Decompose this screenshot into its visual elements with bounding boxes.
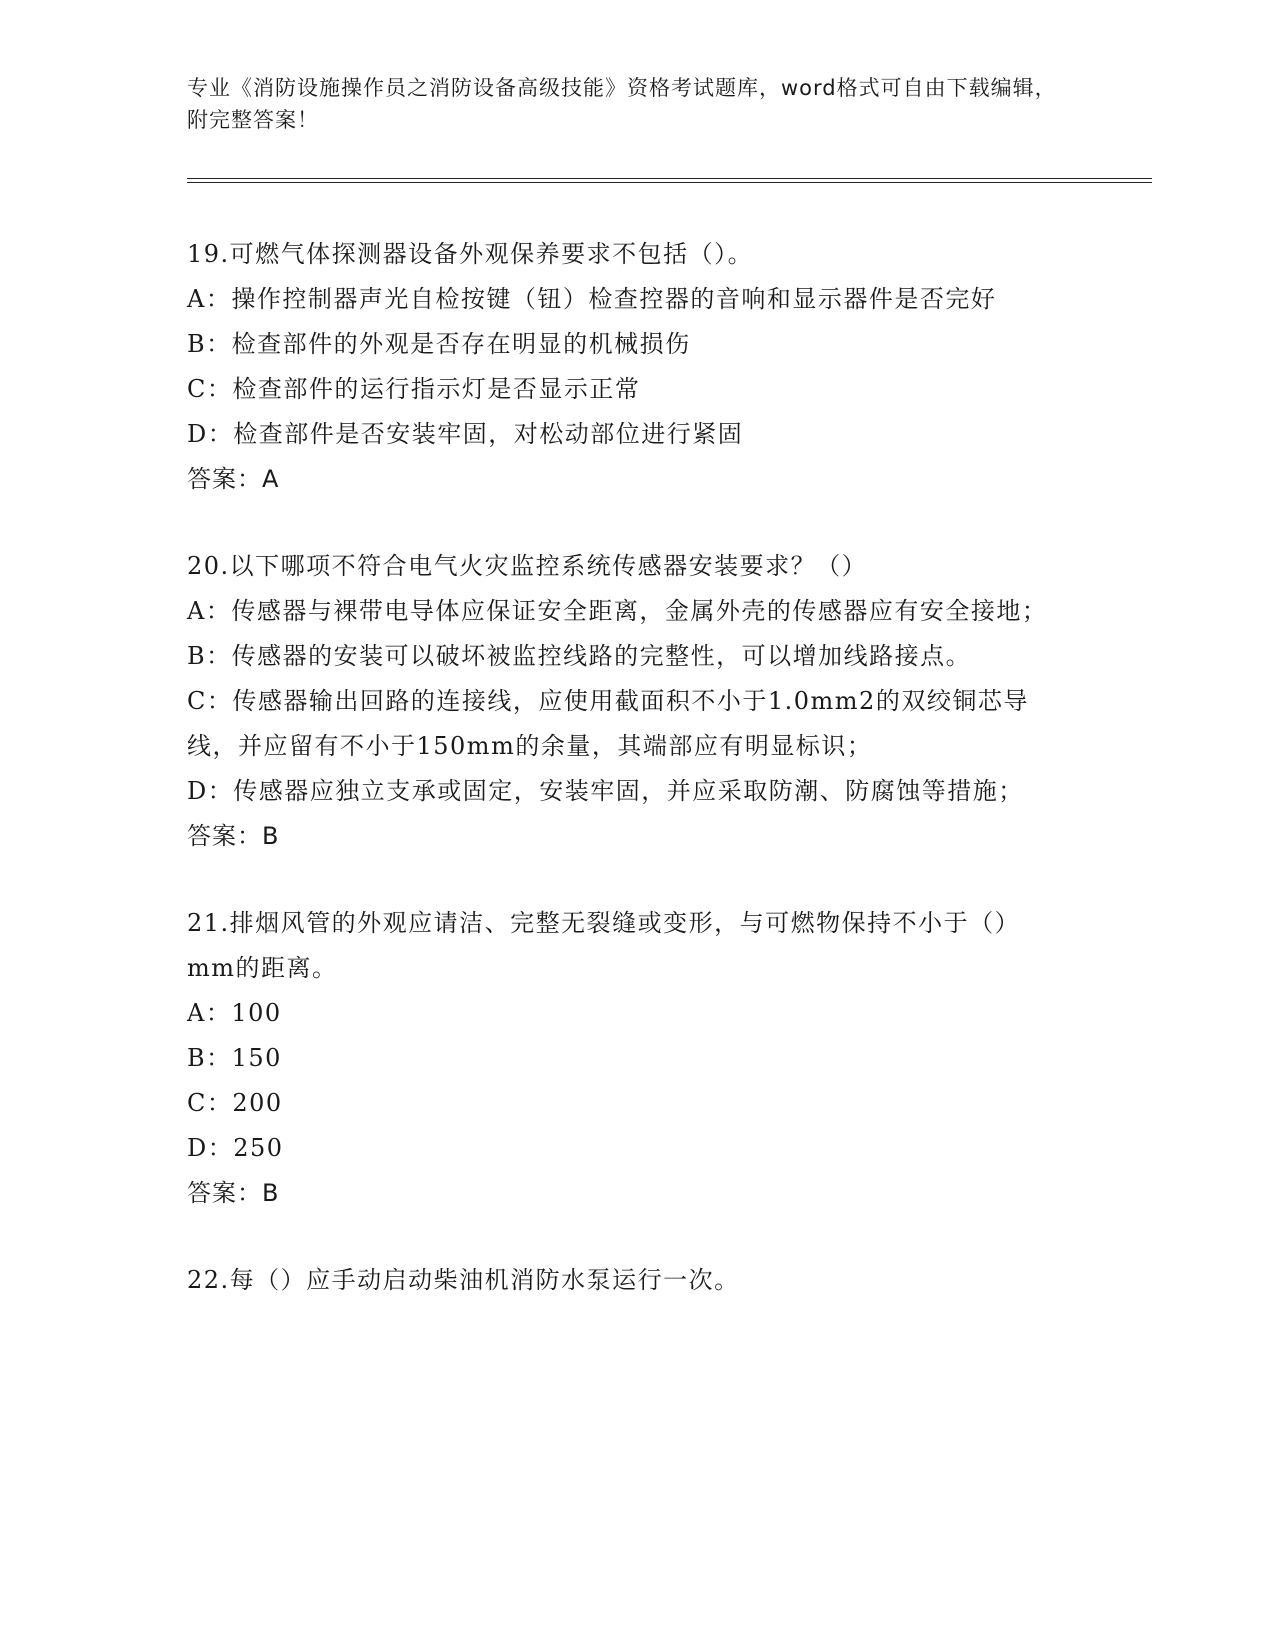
option-b: B：传感器的安装可以破坏被监控线路的完整性，可以增加线路接点。 (187, 642, 972, 670)
question-list (187, 232, 1067, 1345)
question-21 (187, 901, 1067, 1216)
document-header: 专业《消防设施操作员之消防设备高级技能》资格考试题库，word格式可自由下载编辑，附完整答案！ (187, 76, 1057, 132)
question-19 (187, 232, 1067, 502)
question-title: 19.可燃气体探测器设备外观保养要求不包括（）。 (187, 240, 754, 268)
option-c: C：200 (187, 1089, 283, 1117)
option-d: D：检查部件是否安装牢固，对松动部位进行紧固 (187, 420, 744, 448)
answer-label: 答案：B (187, 822, 280, 850)
answer-label: 答案：A (187, 465, 280, 493)
question-title: 21.排烟风管的外观应请洁、完整无裂缝或变形，与可燃物保持不小于（）mm的距离。 (187, 909, 1021, 982)
option-b: B：检查部件的外观是否存在明显的机械损伤 (187, 330, 691, 358)
answer-label: 答案：B (187, 1179, 280, 1207)
option-a: A：100 (187, 999, 282, 1027)
option-c: C：传感器输出回路的连接线，应使用截面积不小于1.0mm2的双绞铜芯导线，并应留有不小于150mm的余量，其端部应有明显标识； (187, 687, 1029, 760)
option-a: A：传感器与裸带电导体应保证安全距离，金属外壳的传感器应有安全接地； (187, 597, 1048, 625)
option-c: C：检查部件的运行指示灯是否显示正常 (187, 375, 641, 403)
question-20 (187, 544, 1067, 859)
question-22 (187, 1258, 1067, 1303)
question-title: 22.每（）应手动启动柴油机消防水泵运行一次。 (187, 1266, 740, 1294)
option-d: D：传感器应独立支承或固定，安装牢固，并应采取防潮、防腐蚀等措施； (187, 777, 1024, 805)
header-divider-top (187, 178, 1152, 179)
header-divider-bottom (187, 182, 1152, 183)
option-a: A：操作控制器声光自检按键（钮）检查控器的音响和显示器件是否完好 (187, 285, 997, 313)
question-title: 20.以下哪项不符合电气火灾监控系统传感器安装要求？（） (187, 552, 868, 580)
option-d: D：250 (187, 1134, 284, 1162)
option-b: B：150 (187, 1044, 282, 1072)
